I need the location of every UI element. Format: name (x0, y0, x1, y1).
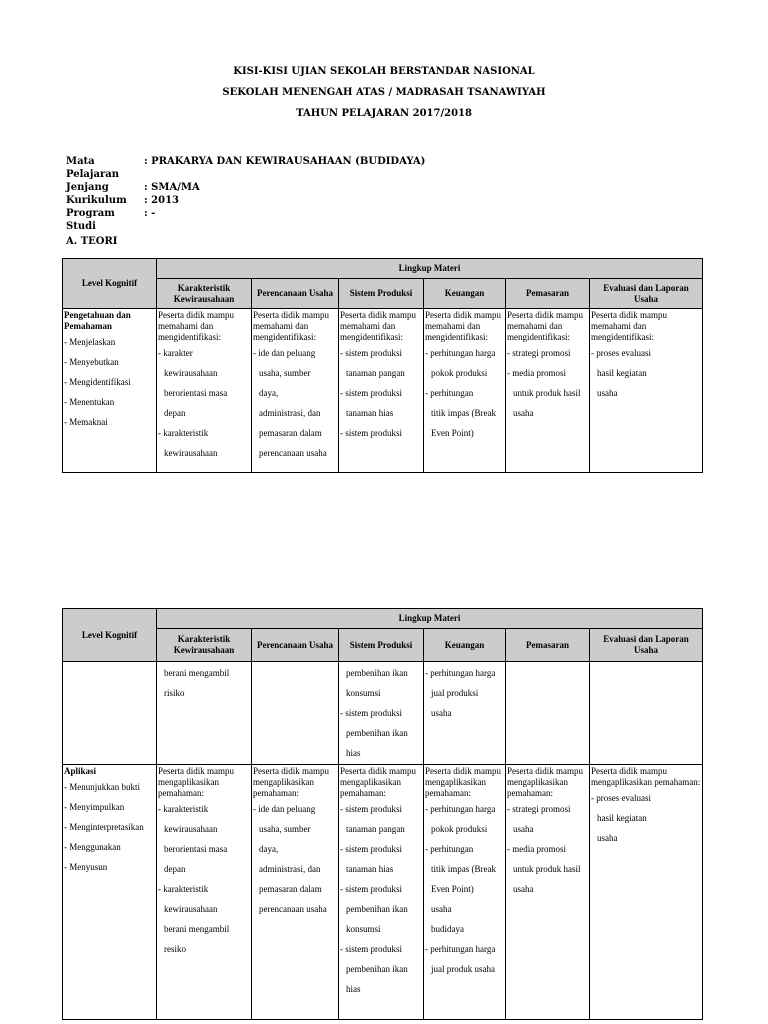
list-item: usaha, sumber (259, 824, 311, 834)
cell-items (253, 799, 337, 919)
list-item: - karakter (158, 348, 193, 358)
list-item: perencanaan usaha (259, 904, 327, 914)
list-item: jual produk usaha (431, 964, 495, 974)
list-item: - Mengidentifikasi (64, 377, 131, 387)
list-item: - media promosi (507, 844, 566, 854)
info-row (66, 194, 425, 207)
level-cell (63, 662, 157, 765)
doc-year: TAHUN PELAJARAN 2017/2018 (296, 108, 472, 119)
cell-items (340, 663, 422, 763)
info-label: Mata Pelajaran (66, 156, 120, 180)
list-item: - perhitungan harga (425, 804, 496, 814)
content-cell (506, 765, 590, 1020)
list-item: tanaman hias (346, 408, 394, 418)
cell-intro: Peserta didik mampu mengaplikasikan pemahaman: (425, 766, 501, 798)
cell-intro: Peserta didik mampu mengaplikasikan pemahaman: (253, 766, 329, 798)
list-item: usaha (513, 884, 534, 894)
list-item: - karakteristik (158, 428, 209, 438)
content-cell (590, 309, 703, 473)
content-cell (339, 309, 424, 473)
lingkup-materi-header: Lingkup Materi (157, 259, 703, 279)
cell-intro: Peserta didik mampu memahami dan mengidentifikasi: (340, 310, 416, 342)
level-items (64, 777, 155, 877)
list-item: titik impas (Break (431, 864, 496, 874)
content-cell (252, 309, 339, 473)
doc-title: KISI-KISI UJIAN SEKOLAH BERSTANDAR NASIONAL (233, 66, 535, 77)
list-item: - ide dan peluang (253, 348, 316, 358)
list-item: hasil kegiatan (597, 368, 647, 378)
column-header: Keuangan (424, 629, 506, 662)
info-value: : PRAKARYA DAN KEWIRAUSAHAAN (BUDIDAYA) (144, 156, 426, 167)
lingkup-materi-header: Lingkup Materi (157, 609, 703, 629)
info-label: Program Studi (66, 208, 115, 232)
continued-cell (339, 662, 424, 765)
column-header: Evaluasi dan Laporan Usaha (590, 279, 703, 309)
level-title: Aplikasi (64, 766, 97, 776)
list-item: berorientasi masa (164, 388, 228, 398)
info-value: : - (144, 208, 156, 219)
list-item: - sistem produksi (340, 428, 402, 438)
list-item: pembenihan ikan (346, 728, 408, 738)
cell-items (591, 343, 701, 403)
blueprint-table-2 (62, 608, 703, 1020)
list-item: budidaya (431, 924, 464, 934)
cell-intro: Peserta didik mampu mengaplikasikan pemahaman: (158, 766, 234, 798)
continued-cell (157, 662, 252, 765)
subject-info (66, 155, 425, 233)
list-item: - karakteristik (158, 884, 209, 894)
cell-intro: Peserta didik mampu memahami dan mengidentifikasi: (507, 310, 583, 342)
cell-items (158, 343, 250, 463)
list-item: - sistem produksi (340, 884, 402, 894)
list-item: - Menunjukkan bukti (64, 782, 140, 792)
continued-cell (252, 662, 339, 765)
level-title: Pengetahuan dan Pemahaman (64, 310, 131, 331)
list-item: administrasi, dan (259, 864, 321, 874)
list-item: - Menginterpretasikan (64, 822, 144, 832)
column-header: Evaluasi dan Laporan Usaha (590, 629, 703, 662)
list-item: - Menjelaskan (64, 337, 116, 347)
continued-cell (506, 662, 590, 765)
list-item: daya, (259, 388, 279, 398)
list-item: usaha (431, 904, 452, 914)
list-item: pembenihan ikan (346, 964, 408, 974)
info-value: : SMA/MA (144, 182, 200, 193)
list-item: pembenihan ikan (346, 668, 408, 678)
list-item: usaha (597, 833, 618, 843)
list-item: konsumsi (346, 924, 381, 934)
column-header: Pemasaran (506, 279, 590, 309)
list-item: - ide dan peluang (253, 804, 316, 814)
info-row (66, 181, 425, 194)
list-item: depan (164, 408, 186, 418)
list-item: - sistem produksi (340, 804, 402, 814)
list-item: usaha (597, 388, 618, 398)
list-item: administrasi, dan (259, 408, 321, 418)
section-heading: A. TEORI (66, 236, 118, 247)
list-item: - Menggunakan (64, 842, 121, 852)
list-item: berani mengambil (164, 668, 230, 678)
list-item: - media promosi (507, 368, 566, 378)
list-item: pokok produksi (431, 824, 488, 834)
list-item: - perhitungan harga (425, 348, 496, 358)
info-label: Kurikulum (66, 195, 127, 206)
column-header: Karakteristik Kewirausahaan (157, 279, 252, 309)
list-item: konsumsi (346, 688, 381, 698)
list-item: - strategi promosi (507, 348, 571, 358)
list-item: - Memaknai (64, 417, 108, 427)
column-header: Perencanaan Usaha (252, 279, 339, 309)
list-item: pemasaran dalam (259, 428, 322, 438)
cell-items (253, 343, 337, 463)
list-item: hasil kegiatan (597, 813, 647, 823)
info-row (66, 207, 425, 233)
list-item: - sistem produksi (340, 388, 402, 398)
list-item: - strategi promosi (507, 804, 571, 814)
list-item: - Menyebutkan (64, 357, 119, 367)
list-item: - karakteristik (158, 804, 209, 814)
cell-items (425, 343, 504, 443)
content-cell (590, 765, 703, 1020)
list-item: usaha (513, 824, 534, 834)
list-item: hias (346, 748, 361, 758)
cell-intro: Peserta didik mampu memahami dan mengidentifikasi: (591, 310, 667, 342)
list-item: - sistem produksi (340, 708, 402, 718)
list-item: tanaman pangan (346, 824, 405, 834)
blueprint-table-1 (62, 258, 703, 473)
list-item: usaha (513, 408, 534, 418)
list-item: perencanaan usaha (259, 448, 327, 458)
column-header: Pemasaran (506, 629, 590, 662)
column-header: Perencanaan Usaha (252, 629, 339, 662)
list-item: - perhitungan (425, 388, 474, 398)
list-item: pemasaran dalam (259, 884, 322, 894)
content-cell (157, 309, 252, 473)
list-item: berorientasi masa (164, 844, 228, 854)
cell-items (425, 663, 504, 723)
column-header: Sistem Produksi (339, 629, 424, 662)
list-item: - perhitungan harga (425, 944, 496, 954)
content-cell (424, 765, 506, 1020)
doc-subtitle: SEKOLAH MENENGAH ATAS / MADRASAH TSANAWIYAH (222, 87, 546, 98)
level-kognitif-header: Level Kognitif (63, 259, 157, 309)
list-item: - Menentukan (64, 397, 115, 407)
list-item: tanaman pangan (346, 368, 405, 378)
cell-intro: Peserta didik mampu memahami dan mengidentifikasi: (158, 310, 234, 342)
list-item: - perhitungan harga (425, 668, 496, 678)
list-item: kewirausahaan (164, 448, 218, 458)
list-item: kewirausahaan (164, 824, 218, 834)
list-item: usaha (431, 708, 452, 718)
list-item: - sistem produksi (340, 944, 402, 954)
list-item: untuk produk hasil (513, 864, 581, 874)
info-label: Jenjang (66, 182, 109, 193)
list-item: titik impas (Break (431, 408, 496, 418)
cell-items (340, 343, 422, 443)
list-item: usaha, sumber (259, 368, 311, 378)
list-item: - sistem produksi (340, 844, 402, 854)
list-item: pokok produksi (431, 368, 488, 378)
content-cell (424, 309, 506, 473)
content-cell (157, 765, 252, 1020)
list-item: daya, (259, 844, 279, 854)
list-item: berani mengambil (164, 924, 230, 934)
list-item: hias (346, 984, 361, 994)
info-row (66, 155, 425, 181)
level-cell (63, 309, 157, 473)
cell-intro: Peserta didik mampu memahami dan mengidentifikasi: (253, 310, 329, 342)
list-item: kewirausahaan (164, 904, 218, 914)
list-item: - Menyimpulkan (64, 802, 125, 812)
content-cell (339, 765, 424, 1020)
cell-items (507, 343, 588, 423)
list-item: depan (164, 864, 186, 874)
list-item: - sistem produksi (340, 348, 402, 358)
column-header: Karakteristik Kewirausahaan (157, 629, 252, 662)
column-header: Sistem Produksi (339, 279, 424, 309)
list-item: - proses evaluasi (591, 793, 651, 803)
list-item: Even Point) (431, 884, 474, 894)
info-value: : 2013 (144, 195, 180, 206)
cell-intro: Peserta didik mampu mengaplikasikan pemahaman: (591, 766, 701, 787)
list-item: untuk produk hasil (513, 388, 581, 398)
list-item: Even Point) (431, 428, 474, 438)
level-cell (63, 765, 157, 1020)
list-item: tanaman hias (346, 864, 394, 874)
list-item: risiko (164, 688, 185, 698)
cell-intro: Peserta didik mampu mengaplikasikan pemahaman: (340, 766, 416, 798)
list-item: kewirausahaan (164, 368, 218, 378)
level-items (64, 332, 155, 432)
column-header: Keuangan (424, 279, 506, 309)
level-kognitif-header: Level Kognitif (63, 609, 157, 662)
content-cell (252, 765, 339, 1020)
list-item: resiko (164, 944, 186, 954)
cell-items (158, 799, 250, 959)
list-item: jual produksi (431, 688, 479, 698)
list-item: pembenihan ikan (346, 904, 408, 914)
content-cell (506, 309, 590, 473)
continued-cell (590, 662, 703, 765)
cell-intro: Peserta didik mampu memahami dan mengidentifikasi: (425, 310, 501, 342)
cell-intro: Peserta didik mampu mengaplikasikan pemahaman: (507, 766, 583, 798)
cell-items (158, 663, 250, 703)
list-item: - perhitungan (425, 844, 474, 854)
cell-items (591, 788, 701, 848)
list-item: - proses evaluasi (591, 348, 651, 358)
list-item: - Menyusun (64, 862, 108, 872)
continued-cell (424, 662, 506, 765)
cell-items (340, 799, 422, 999)
cell-items (507, 799, 588, 899)
cell-items (425, 799, 504, 979)
